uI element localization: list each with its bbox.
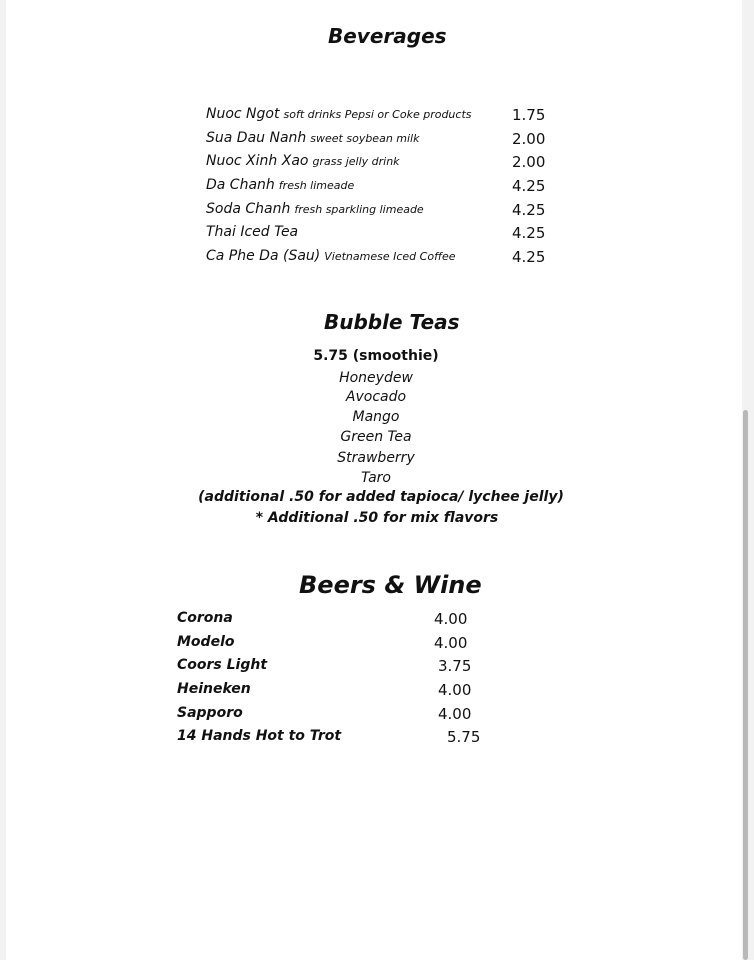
beer-row <box>6 728 742 750</box>
beverage-row <box>6 153 742 175</box>
beer-row <box>6 634 742 656</box>
beverage-name: Sua Dau Nanh sweet soybean milk <box>206 130 420 146</box>
beverage-price: 4.25 <box>512 224 546 242</box>
bubble-tea-flavor: Avocado <box>345 389 407 405</box>
beverage-row <box>6 224 742 246</box>
bubble-tea-note: * Additional .50 for mix flavors <box>255 510 499 526</box>
beer-name: Heineken <box>177 681 251 697</box>
bubble-tea-flavor: Strawberry <box>337 450 415 466</box>
beverage-row <box>6 106 742 128</box>
menu-page <box>6 0 742 960</box>
beverage-desc: Vietnamese Iced Coffee <box>324 250 456 263</box>
beer-row <box>6 681 742 703</box>
beverage-price: 1.75 <box>512 106 546 124</box>
beer-row <box>6 705 742 727</box>
beer-name: Corona <box>177 610 233 626</box>
beer-price: 4.00 <box>434 634 468 652</box>
beverage-name: Thai Iced Tea <box>206 224 299 240</box>
beer-price: 3.75 <box>438 657 472 675</box>
beverage-name: Soda Chanh fresh sparkling limeade <box>206 201 424 217</box>
beverage-price: 4.25 <box>512 248 546 266</box>
beverage-desc: sweet soybean milk <box>310 132 420 145</box>
beverage-price: 4.25 <box>512 201 546 219</box>
scrollbar-thumb[interactable] <box>743 410 748 960</box>
bubble-tea-flavor: Honeydew <box>339 370 413 386</box>
beverage-desc: fresh sparkling limeade <box>294 203 424 216</box>
beverage-desc: fresh limeade <box>278 179 355 192</box>
beverage-row <box>6 248 742 270</box>
beer-price: 4.00 <box>434 610 468 628</box>
beer-name: Sapporo <box>177 705 243 721</box>
bubble-tea-flavor: Mango <box>352 409 400 425</box>
bubble-tea-flavor: Green Tea <box>340 429 412 445</box>
beverage-desc: soft drinks Pepsi or Coke products <box>283 108 472 121</box>
beer-price: 4.00 <box>438 705 472 723</box>
beverage-name: Nuoc Xinh Xao grass jelly drink <box>206 153 400 169</box>
beverage-desc: grass jelly drink <box>312 155 400 168</box>
beverage-row <box>6 130 742 152</box>
bubble-tea-price: 5.75 (smoothie) <box>313 348 439 364</box>
beverage-name: Ca Phe Da (Sau) Vietnamese Iced Coffee <box>206 248 456 264</box>
beverage-name: Da Chanh fresh limeade <box>206 177 355 193</box>
beverages-heading: Beverages <box>328 24 447 48</box>
beer-price: 5.75 <box>447 728 481 746</box>
bubble-tea-note: (additional .50 for added tapioca/ lychee jelly) <box>198 489 564 505</box>
bubble-teas-heading: Bubble Teas <box>324 310 460 334</box>
beverage-price: 2.00 <box>512 130 546 148</box>
beverage-row <box>6 177 742 199</box>
beer-name: Modelo <box>177 634 235 650</box>
beverage-name: Nuoc Ngot soft drinks Pepsi or Coke products <box>206 106 472 122</box>
beverage-price: 4.25 <box>512 177 546 195</box>
bubble-tea-flavor: Taro <box>361 470 391 486</box>
beer-name: 14 Hands Hot to Trot <box>177 728 342 744</box>
beer-row <box>6 610 742 632</box>
beverage-price: 2.00 <box>512 153 546 171</box>
beverage-row <box>6 201 742 223</box>
beer-price: 4.00 <box>438 681 472 699</box>
beer-name: Coors Light <box>177 657 268 673</box>
beers-wine-heading: Beers & Wine <box>299 571 482 599</box>
beer-row <box>6 657 742 679</box>
